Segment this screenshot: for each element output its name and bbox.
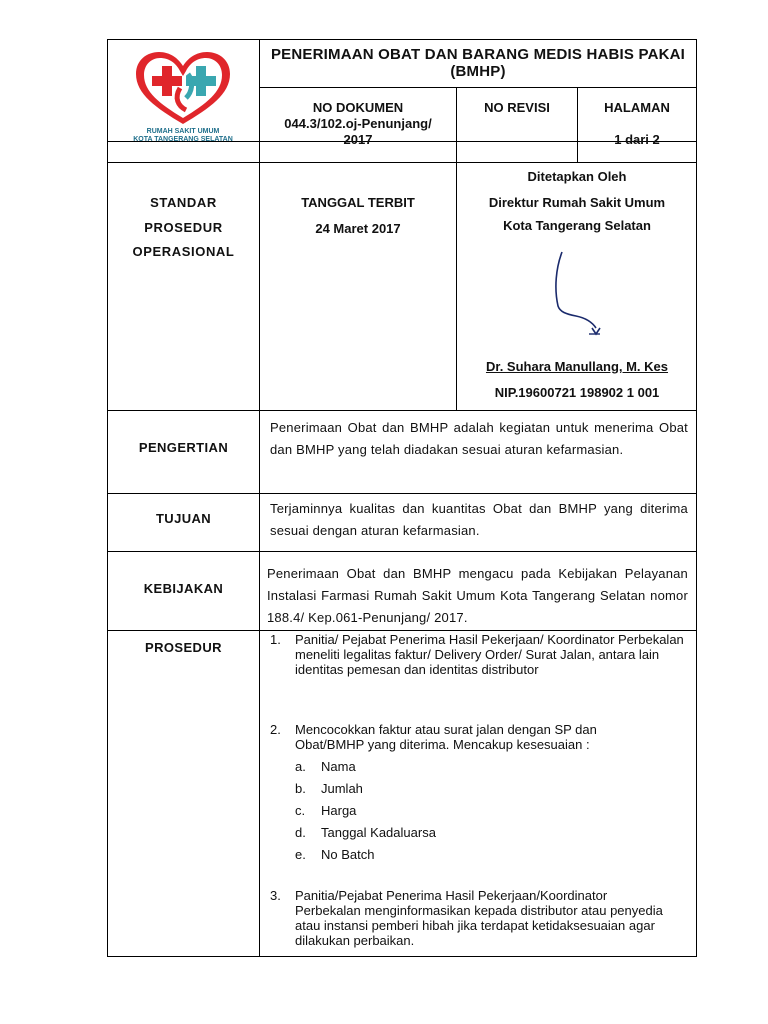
step-number: 2. xyxy=(270,722,281,737)
sub-item-letter: d. xyxy=(295,825,306,840)
hospital-logo xyxy=(116,48,250,144)
step-text: Panitia/ Pejabat Penerima Hasil Pekerjaan/ Koordinator Perbekalan meneliti legalitas faktur/ Delivery Order/ Surat Jalan, antara lain identitas pemesan dan identitas distributor xyxy=(295,632,684,677)
sub-item-letter: e. xyxy=(295,847,306,862)
tujuan-label: TUJUAN xyxy=(155,511,212,526)
direktur-jabatan-1: Direktur Rumah Sakit Umum xyxy=(488,195,666,210)
table-border-left xyxy=(107,39,108,957)
tanggal-terbit-label: TANGGAL TERBIT xyxy=(301,195,415,210)
tujuan-text: Terjaminnya kualitas dan kuantitas Obat dan BMHP yang diterima sesuai dengan aturan kefarmasian. xyxy=(270,501,688,538)
director-name: Dr. Suhara Manullang, M. Kes xyxy=(485,359,669,374)
table-line-title-bottom xyxy=(259,87,697,88)
step-text: Panitia/Pejabat Penerima Hasil Pekerjaan/Koordinator Perbekalan menginformasikan kepada distributor atau penyedia atau instansi pemberi hibah jika terdapat ketidaksesuaian agar dilakukan perbaikan. xyxy=(295,888,663,948)
table-border-top xyxy=(107,39,697,40)
halaman-label: HALAMAN xyxy=(604,100,670,115)
table-line-header-bottom xyxy=(107,162,697,163)
sub-item-text: Jumlah xyxy=(321,781,363,796)
halaman-value: 1 dari 2 xyxy=(614,132,660,147)
sub-item-text: Harga xyxy=(321,803,357,818)
table-border-bottom xyxy=(107,956,697,957)
sub-item-text: Nama xyxy=(321,759,356,774)
table-line-kebijakan-bottom xyxy=(107,630,697,631)
logo-text-line2: KOTA TANGERANG SELATAN xyxy=(133,136,233,143)
table-line-col1 xyxy=(259,39,260,957)
direktur-jabatan-2: Kota Tangerang Selatan xyxy=(503,218,651,233)
logo-heart-cross-icon xyxy=(116,48,250,128)
logo-text-line1: RUMAH SAKIT UMUM xyxy=(146,128,220,135)
pengertian-text: Penerimaan Obat dan BMHP adalah kegiatan untuk menerima Obat dan BMHP yang telah diadakan sesuai aturan kefarmasian. xyxy=(270,420,688,457)
director-nip: NIP.19600721 198902 1 001 xyxy=(494,385,660,400)
step-number: 1. xyxy=(270,632,281,647)
tanggal-terbit-value: 24 Maret 2017 xyxy=(315,221,401,236)
pengertian-label: PENGERTIAN xyxy=(138,440,229,455)
sub-item-letter: b. xyxy=(295,781,306,796)
kebijakan-label: KEBIJAKAN xyxy=(143,581,224,596)
sub-item-text: Tanggal Kadaluarsa xyxy=(321,825,436,840)
step-text: Mencocokkan faktur atau surat jalan dengan SP dan Obat/BMHP yang diterima. Mencakup kesesuaian : xyxy=(295,722,597,752)
director-signature xyxy=(540,248,610,340)
no-revisi-label: NO REVISI xyxy=(484,100,550,115)
kebijakan-text: Penerimaan Obat dan BMHP mengacu pada Kebijakan Pelayanan Instalasi Farmasi Rumah Sakit Umum Kota Tangerang Selatan nomor 188.4/ Kep.061-Penunjang/ 2017. xyxy=(267,566,688,625)
document-title: PENERIMAAN OBAT DAN BARANG MEDIS HABIS PAKAI (BMHP) xyxy=(270,46,686,80)
prosedur-label: PROSEDUR xyxy=(145,640,222,655)
sub-item-letter: c. xyxy=(295,803,306,818)
table-line-pengertian-bottom xyxy=(107,493,697,494)
sub-item-letter: a. xyxy=(295,759,306,774)
ditetapkan-oleh: Ditetapkan Oleh xyxy=(527,169,627,184)
table-line-col3 xyxy=(577,87,578,163)
spo-label-standar: STANDAR xyxy=(150,195,217,210)
table-line-spo-bottom xyxy=(107,410,697,411)
sub-item-text: No Batch xyxy=(321,847,375,862)
no-dokumen-label: NO DOKUMEN xyxy=(312,100,404,115)
table-line-tujuan-bottom xyxy=(107,551,697,552)
spo-label-prosedur: PROSEDUR xyxy=(144,220,223,235)
no-dokumen-value: 044.3/102.oj-Penunjang/ 2017 xyxy=(284,116,432,147)
table-line-col2 xyxy=(456,87,457,411)
step-number: 3. xyxy=(270,888,281,903)
spo-label-operasional: OPERASIONAL xyxy=(132,244,235,259)
table-border-right xyxy=(696,39,697,957)
